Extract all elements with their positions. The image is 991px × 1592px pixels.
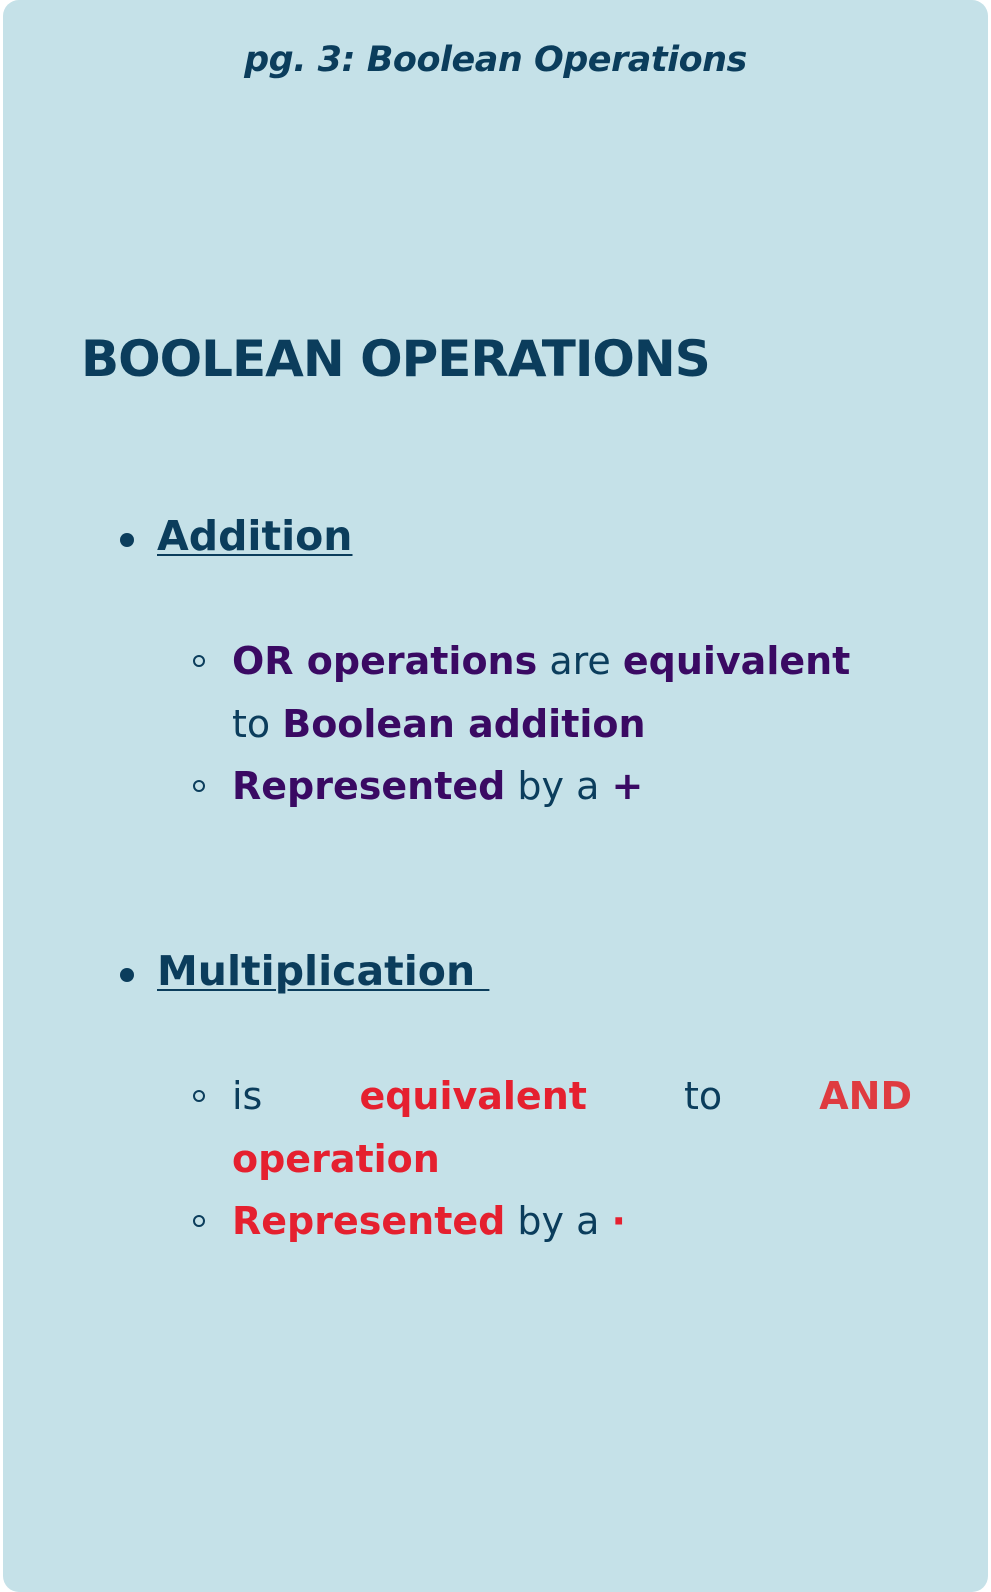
text-represented: Represented <box>232 764 506 808</box>
bullet-icon <box>120 533 134 547</box>
text-boolean-addition: Boolean addition <box>282 702 646 746</box>
list-item <box>232 755 952 818</box>
text-by-a: by a <box>505 764 612 808</box>
plus-symbol: + <box>611 764 644 808</box>
ring-bullet-icon <box>193 780 205 792</box>
text-operation: operation <box>232 1137 440 1181</box>
page-card <box>3 0 988 1592</box>
text-equivalent: equivalent <box>359 1074 587 1118</box>
text-represented: Represented <box>232 1199 506 1243</box>
section-addition <box>113 512 913 572</box>
list-item <box>232 1190 952 1253</box>
section-multiplication <box>113 947 913 1007</box>
ring-bullet-icon <box>193 1215 205 1227</box>
text-is: is <box>232 1074 263 1118</box>
list-item <box>232 630 952 756</box>
text-by-a: by a <box>505 1199 612 1243</box>
page-title: BOOLEAN OPERATIONS <box>81 330 710 388</box>
page-header: pg. 3: Boolean Operations <box>244 40 747 80</box>
dot-symbol: · <box>611 1199 626 1243</box>
text-equivalent: equivalent <box>622 639 851 683</box>
text-are: are <box>537 639 623 683</box>
text-to: to <box>232 702 283 746</box>
section-label-multiplication: Multiplication <box>157 947 490 995</box>
text-to: to <box>684 1074 723 1118</box>
text-and: AND <box>819 1074 912 1118</box>
section-label-addition: Addition <box>157 512 353 560</box>
list-item <box>232 1065 952 1191</box>
text-or-operations: OR operations <box>232 639 538 683</box>
bullet-icon <box>120 968 134 982</box>
ring-bullet-icon <box>193 655 205 667</box>
ring-bullet-icon <box>193 1090 205 1102</box>
